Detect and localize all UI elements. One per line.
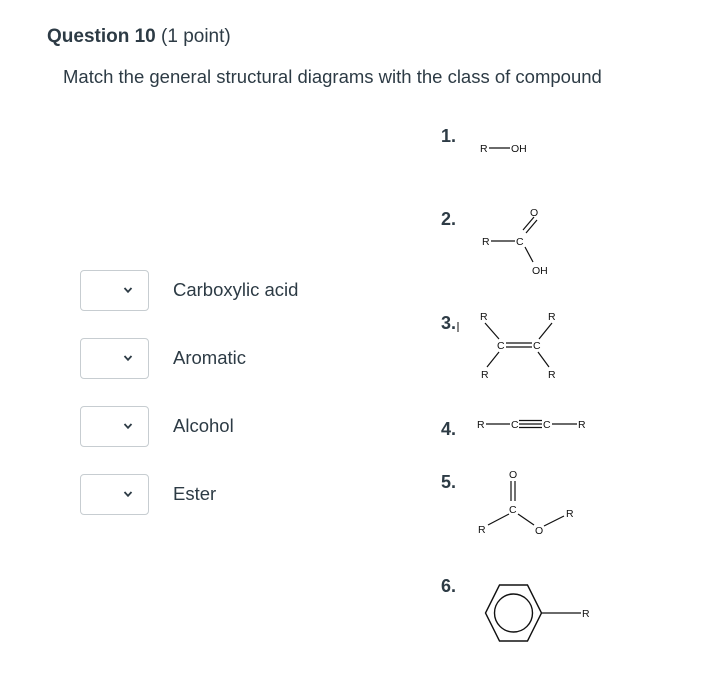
atom-r: R bbox=[477, 419, 485, 431]
chevron-down-icon bbox=[122, 352, 134, 364]
atom-o: O bbox=[535, 525, 544, 537]
question-points: (1 point) bbox=[161, 26, 231, 47]
atom-c: C bbox=[509, 504, 517, 516]
atom-r: R bbox=[481, 369, 489, 381]
diagram-number-5: 5. bbox=[441, 472, 457, 492]
atom-r: R bbox=[478, 524, 486, 536]
atom-c: C bbox=[497, 340, 505, 352]
atom-r: R bbox=[482, 236, 490, 248]
match-select-alcohol[interactable] bbox=[80, 406, 149, 447]
atom-o: O bbox=[530, 207, 539, 219]
question-title: Question 10 bbox=[47, 26, 156, 47]
match-label: Aromatic bbox=[173, 347, 246, 368]
chevron-down-icon bbox=[122, 420, 134, 432]
structure-alkyne-diagram bbox=[470, 412, 600, 436]
match-label: Alcohol bbox=[173, 415, 234, 436]
atom-r: R bbox=[582, 608, 590, 620]
structure-alkene-diagram bbox=[455, 306, 575, 382]
atom-r: R bbox=[566, 508, 574, 520]
diagram-number-2: 2. bbox=[441, 209, 457, 229]
atom-c: C bbox=[516, 236, 524, 248]
atom-c: C bbox=[543, 419, 551, 431]
diagram-number-3: 3. bbox=[441, 313, 457, 333]
structure-carboxylic-acid-diagram bbox=[470, 200, 570, 280]
match-select-aromatic[interactable] bbox=[80, 338, 149, 379]
match-select-carboxylic-acid[interactable] bbox=[80, 270, 149, 311]
atom-oh: OH bbox=[511, 143, 527, 155]
diagram-number-1: 1. bbox=[441, 126, 457, 146]
structure-aromatic-diagram bbox=[480, 582, 600, 646]
match-select-ester[interactable] bbox=[80, 474, 149, 515]
chevron-down-icon bbox=[122, 488, 134, 500]
atom-r: R bbox=[548, 311, 556, 323]
structure-alcohol-diagram bbox=[470, 136, 550, 160]
diagram-number-4: 4. bbox=[441, 419, 457, 439]
atom-c: C bbox=[511, 419, 519, 431]
atom-r: R bbox=[480, 311, 488, 323]
chevron-down-icon bbox=[122, 284, 134, 296]
question-header bbox=[47, 26, 231, 48]
atom-o: O bbox=[509, 469, 518, 481]
match-label: Carboxylic acid bbox=[173, 279, 299, 300]
question-prompt: Match the general structural diagrams with the class of compound bbox=[63, 66, 602, 87]
atom-r: R bbox=[548, 369, 556, 381]
structure-ester-diagram bbox=[470, 466, 590, 546]
atom-oh: OH bbox=[532, 265, 548, 277]
atom-r: R bbox=[578, 419, 586, 431]
diagram-number-6: 6. bbox=[441, 576, 457, 596]
atom-c: C bbox=[533, 340, 541, 352]
atom-r: R bbox=[480, 143, 488, 155]
match-label: Ester bbox=[173, 483, 217, 504]
